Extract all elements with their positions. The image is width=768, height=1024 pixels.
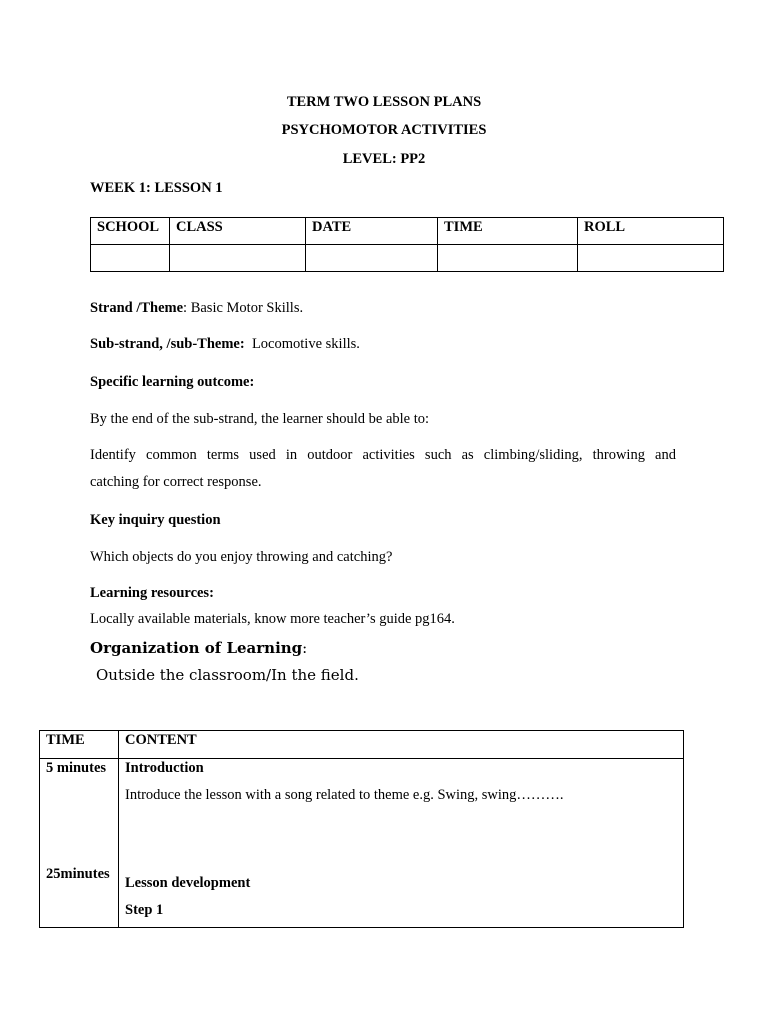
strand-line: [90, 300, 303, 317]
info-value-school: [91, 245, 170, 272]
outcome-heading: Specific learning outcome:: [90, 374, 255, 390]
resources-heading: Learning resources:: [90, 585, 214, 601]
info-value-class: [170, 245, 306, 272]
strand-label: Strand /Theme: [90, 300, 184, 316]
week-lesson-label: WEEK 1: LESSON 1: [90, 180, 223, 196]
info-table-value-row: [91, 245, 724, 272]
organization-text: Outside the classroom/In the field.: [96, 666, 359, 684]
info-col-time: TIME: [438, 218, 578, 245]
development-heading: Lesson development: [125, 875, 251, 891]
organization-colon: :: [302, 639, 308, 657]
info-value-roll: [578, 245, 724, 272]
content-table-row: [40, 759, 684, 928]
info-value-date: [306, 245, 438, 272]
info-col-class: CLASS: [170, 218, 306, 245]
sub-strand-line: [90, 336, 360, 353]
info-table: [90, 217, 724, 272]
intro-text: Introduce the lesson with a song related to theme e.g. Swing, swing……….: [125, 787, 564, 803]
intro-heading: Introduction: [125, 760, 204, 776]
organization-line: [90, 639, 307, 657]
step-label: Step 1: [125, 902, 164, 918]
content-col-time: TIME: [40, 731, 119, 759]
info-col-date: DATE: [306, 218, 438, 245]
time-cell: [40, 759, 119, 928]
info-col-roll: ROLL: [578, 218, 724, 245]
organization-heading: Organization of Learning: [90, 639, 303, 657]
outcome-text-line1: Identify common terms used in outdoor activities such as climbing/sliding, throwing and: [90, 447, 676, 463]
content-table-header-row: [40, 731, 684, 759]
strand-value: : Basic Motor Skills.: [183, 300, 304, 316]
outcome-intro: By the end of the sub-strand, the learner should be able to:: [90, 411, 430, 427]
doc-title-subject: PSYCHOMOTOR ACTIVITIES: [281, 122, 487, 138]
inquiry-question: Which objects do you enjoy throwing and catching?: [90, 549, 393, 565]
time-development: 25minutes: [46, 866, 110, 882]
inquiry-heading: Key inquiry question: [90, 512, 221, 528]
resources-text: Locally available materials, know more teacher’s guide pg164.: [90, 611, 455, 627]
sub-strand-value: Locomotive skills.: [251, 336, 360, 352]
content-col-content: CONTENT: [119, 731, 684, 759]
doc-title-term: TERM TWO LESSON PLANS: [286, 94, 482, 110]
doc-title-level: LEVEL: PP2: [342, 151, 426, 167]
content-cell: [119, 759, 684, 928]
sub-strand-label: Sub-strand, /sub-Theme:: [90, 336, 245, 352]
time-intro: 5 minutes: [46, 760, 107, 776]
content-table: [39, 730, 684, 928]
info-table-header-row: [91, 218, 724, 245]
info-col-school: SCHOOL: [91, 218, 170, 245]
info-value-time: [438, 245, 578, 272]
outcome-text-line2: catching for correct response.: [90, 474, 262, 490]
